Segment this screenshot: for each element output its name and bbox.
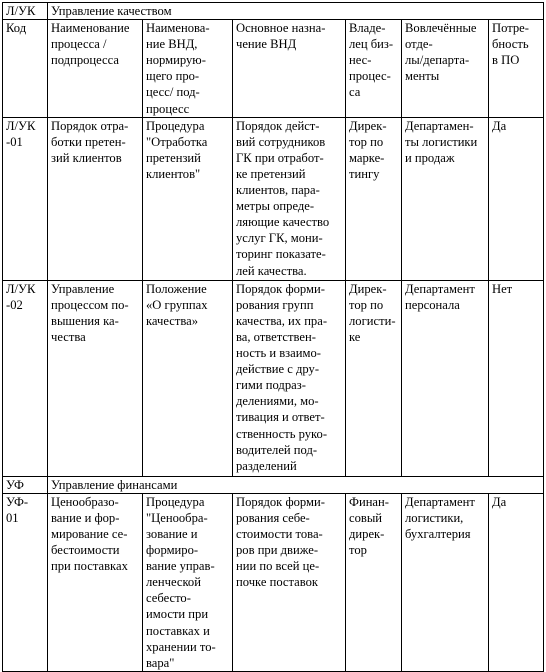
row-vnd: Положение «О группах качества»: [143, 280, 233, 476]
table-row: [3, 117, 544, 280]
header-row: [3, 20, 544, 118]
row-code: Л/УК -02: [3, 280, 48, 476]
row-software: Да: [489, 493, 544, 671]
row-vnd: Процедура "Отработка претензий клиентов": [143, 117, 233, 280]
table-row: [3, 493, 544, 671]
row-owner: Дирек- тор по логисти- ке: [346, 280, 402, 476]
section-title: Управление качеством: [48, 3, 544, 20]
row-departments: Департамен- ты логистики и продаж: [402, 117, 489, 280]
row-departments: Департамент персонала: [402, 280, 489, 476]
row-vnd: Процедура "Ценообра- зование и формиро- вание управ- ленческой себесто- имости при поставках и хранении то- вара": [143, 493, 233, 671]
row-code: УФ- 01: [3, 493, 48, 671]
process-register-table: [2, 2, 544, 672]
row-process: Порядок отра- ботки претен- зий клиентов: [48, 117, 143, 280]
header-code: Код: [3, 20, 48, 118]
header-process: Наименование процесса / подпроцесса: [48, 20, 143, 118]
row-purpose: Порядок форми- рования себе- стоимости това- ров при движе- нии по всей це- почке поставок: [233, 493, 346, 671]
row-process: Управление процессом по- вышения ка- чества: [48, 280, 143, 476]
section-code: Л/УК: [3, 3, 48, 20]
header-purpose: Основное назна- чение ВНД: [233, 20, 346, 118]
header-vnd: Наименова- ние ВНД, нормирую- щего про- цесс/ под- процесс: [143, 20, 233, 118]
row-purpose: Порядок форми- рования групп качества, их пра- ва, ответствен- ность и взаимо- действие с дру- гими подраз- делениями, мо- тивация и ответ- ственность руко- водителей под- разделений: [233, 280, 346, 476]
row-purpose: Порядок дейст- вий сотрудников ГК при отработ- ке претензий клиентов, пара- метры опреде- ляющие качество услуг ГК, мони- торинг показате- лей качества.: [233, 117, 346, 280]
table-row: [3, 280, 544, 476]
section-code: УФ: [3, 476, 48, 493]
section-row-quality: [3, 3, 544, 20]
row-owner: Финан- совый дирек- тор: [346, 493, 402, 671]
row-process: Ценообразо- вание и фор- мирование се- бестоимости при поставках: [48, 493, 143, 671]
header-departments: Вовлечённые отде- лы/департа- менты: [402, 20, 489, 118]
row-departments: Департамент логистики, бухгалтерия: [402, 493, 489, 671]
row-owner: Дирек- тор по марке- тингу: [346, 117, 402, 280]
header-software: Потре- бность в ПО: [489, 20, 544, 118]
section-title: Управление финансами: [48, 476, 544, 493]
header-owner: Владе- лец биз- нес- процес- са: [346, 20, 402, 118]
row-software: Да: [489, 117, 544, 280]
section-row-finance: [3, 476, 544, 493]
row-code: Л/УК -01: [3, 117, 48, 280]
row-software: Нет: [489, 280, 544, 476]
